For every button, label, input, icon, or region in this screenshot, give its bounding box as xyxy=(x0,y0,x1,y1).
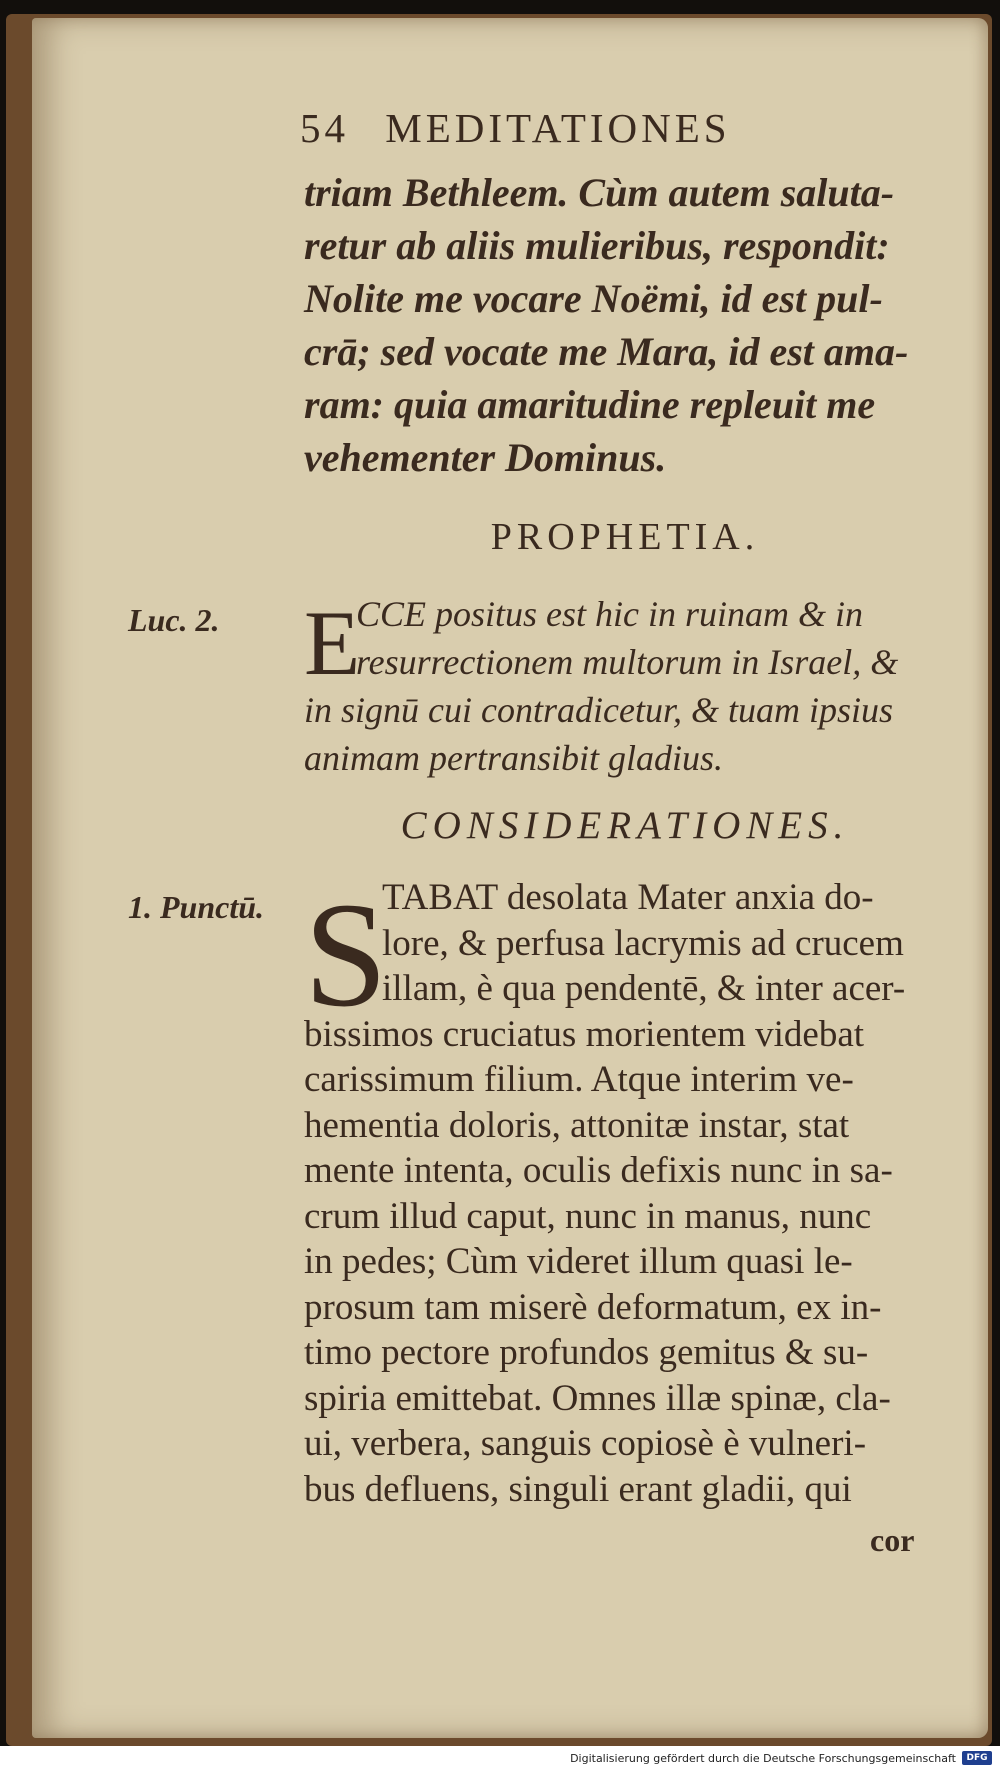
text-line: animam pertransibit gladius. xyxy=(304,738,724,778)
text-line: bus defluens, singuli erant gladii, qui xyxy=(304,1468,852,1510)
text-line: CCE positus est hic in ruinam & in xyxy=(356,594,864,634)
prophetia-text xyxy=(304,590,949,782)
text-line: Nolite me vocare Noëmi, id est pul- xyxy=(304,276,883,321)
text-line: TABAT desolata Mater anxia do- xyxy=(382,877,874,918)
considerationes-initial: S xyxy=(304,872,388,1038)
text-line: in pedes; Cùm videret illum quasi le- xyxy=(304,1241,853,1282)
text-line: crum illud caput, nunc in manus, nunc xyxy=(304,1195,872,1237)
text-line: carissimum filium. Atque interim ve- xyxy=(304,1059,854,1100)
text-line: crā; sed vocate me Mara, id est ama- xyxy=(304,329,909,374)
opening-passage xyxy=(304,166,949,484)
prophetia-heading: PROPHETIA. xyxy=(490,516,760,558)
text-line: spiria emittebat. Omnes illæ spinæ, cla- xyxy=(304,1377,891,1419)
running-title: MEDITATIONES xyxy=(385,105,731,151)
considerationes-text xyxy=(304,872,949,1512)
text-line: retur ab aliis mulieribus, respondit: xyxy=(304,223,890,268)
text-line: mente intenta, oculis defixis nunc in sa- xyxy=(304,1150,893,1191)
text-line: resurrectionem multorum in Israel, & xyxy=(356,642,899,682)
catchword: cor xyxy=(870,1522,915,1558)
text-line: bissimos cruciatus morientem videbat xyxy=(304,1013,865,1055)
text-line: triam Bethleem. Cùm autem saluta- xyxy=(304,170,895,215)
text-line: lore, & perfusa lacrymis ad crucem xyxy=(382,922,904,964)
considerationes-heading: CONSIDERATIONES. xyxy=(400,804,850,847)
prophetia-initial: E xyxy=(304,592,361,694)
page-number: 54 xyxy=(300,105,349,151)
dfg-logo-icon: DFG xyxy=(962,1751,992,1765)
text-line: prosum tam miserè deformatum, ex in- xyxy=(304,1286,882,1328)
text-line: hementia doloris, attonitæ instar, stat xyxy=(304,1104,850,1146)
text-line: vehementer Dominus. xyxy=(304,435,667,480)
running-head xyxy=(300,104,860,152)
text-line: in signū cui contradicetur, & tuam ipsius xyxy=(304,690,893,730)
margin-note-punctum: 1. Punctū. xyxy=(128,889,265,925)
footer-credit: Digitalisierung gefördert durch die Deutsche Forschungsgemeinschaft xyxy=(570,1752,956,1765)
text-line: ram: quia amaritudine repleuit me xyxy=(304,382,876,427)
text-line: ui, verbera, sanguis copiosè è vulneri- xyxy=(304,1423,867,1464)
margin-note-luc: Luc. 2. xyxy=(128,602,220,638)
text-line: illam, è qua pendentē, & inter acer- xyxy=(382,968,906,1009)
text-line: timo pectore profundos gemitus & su- xyxy=(304,1332,869,1373)
